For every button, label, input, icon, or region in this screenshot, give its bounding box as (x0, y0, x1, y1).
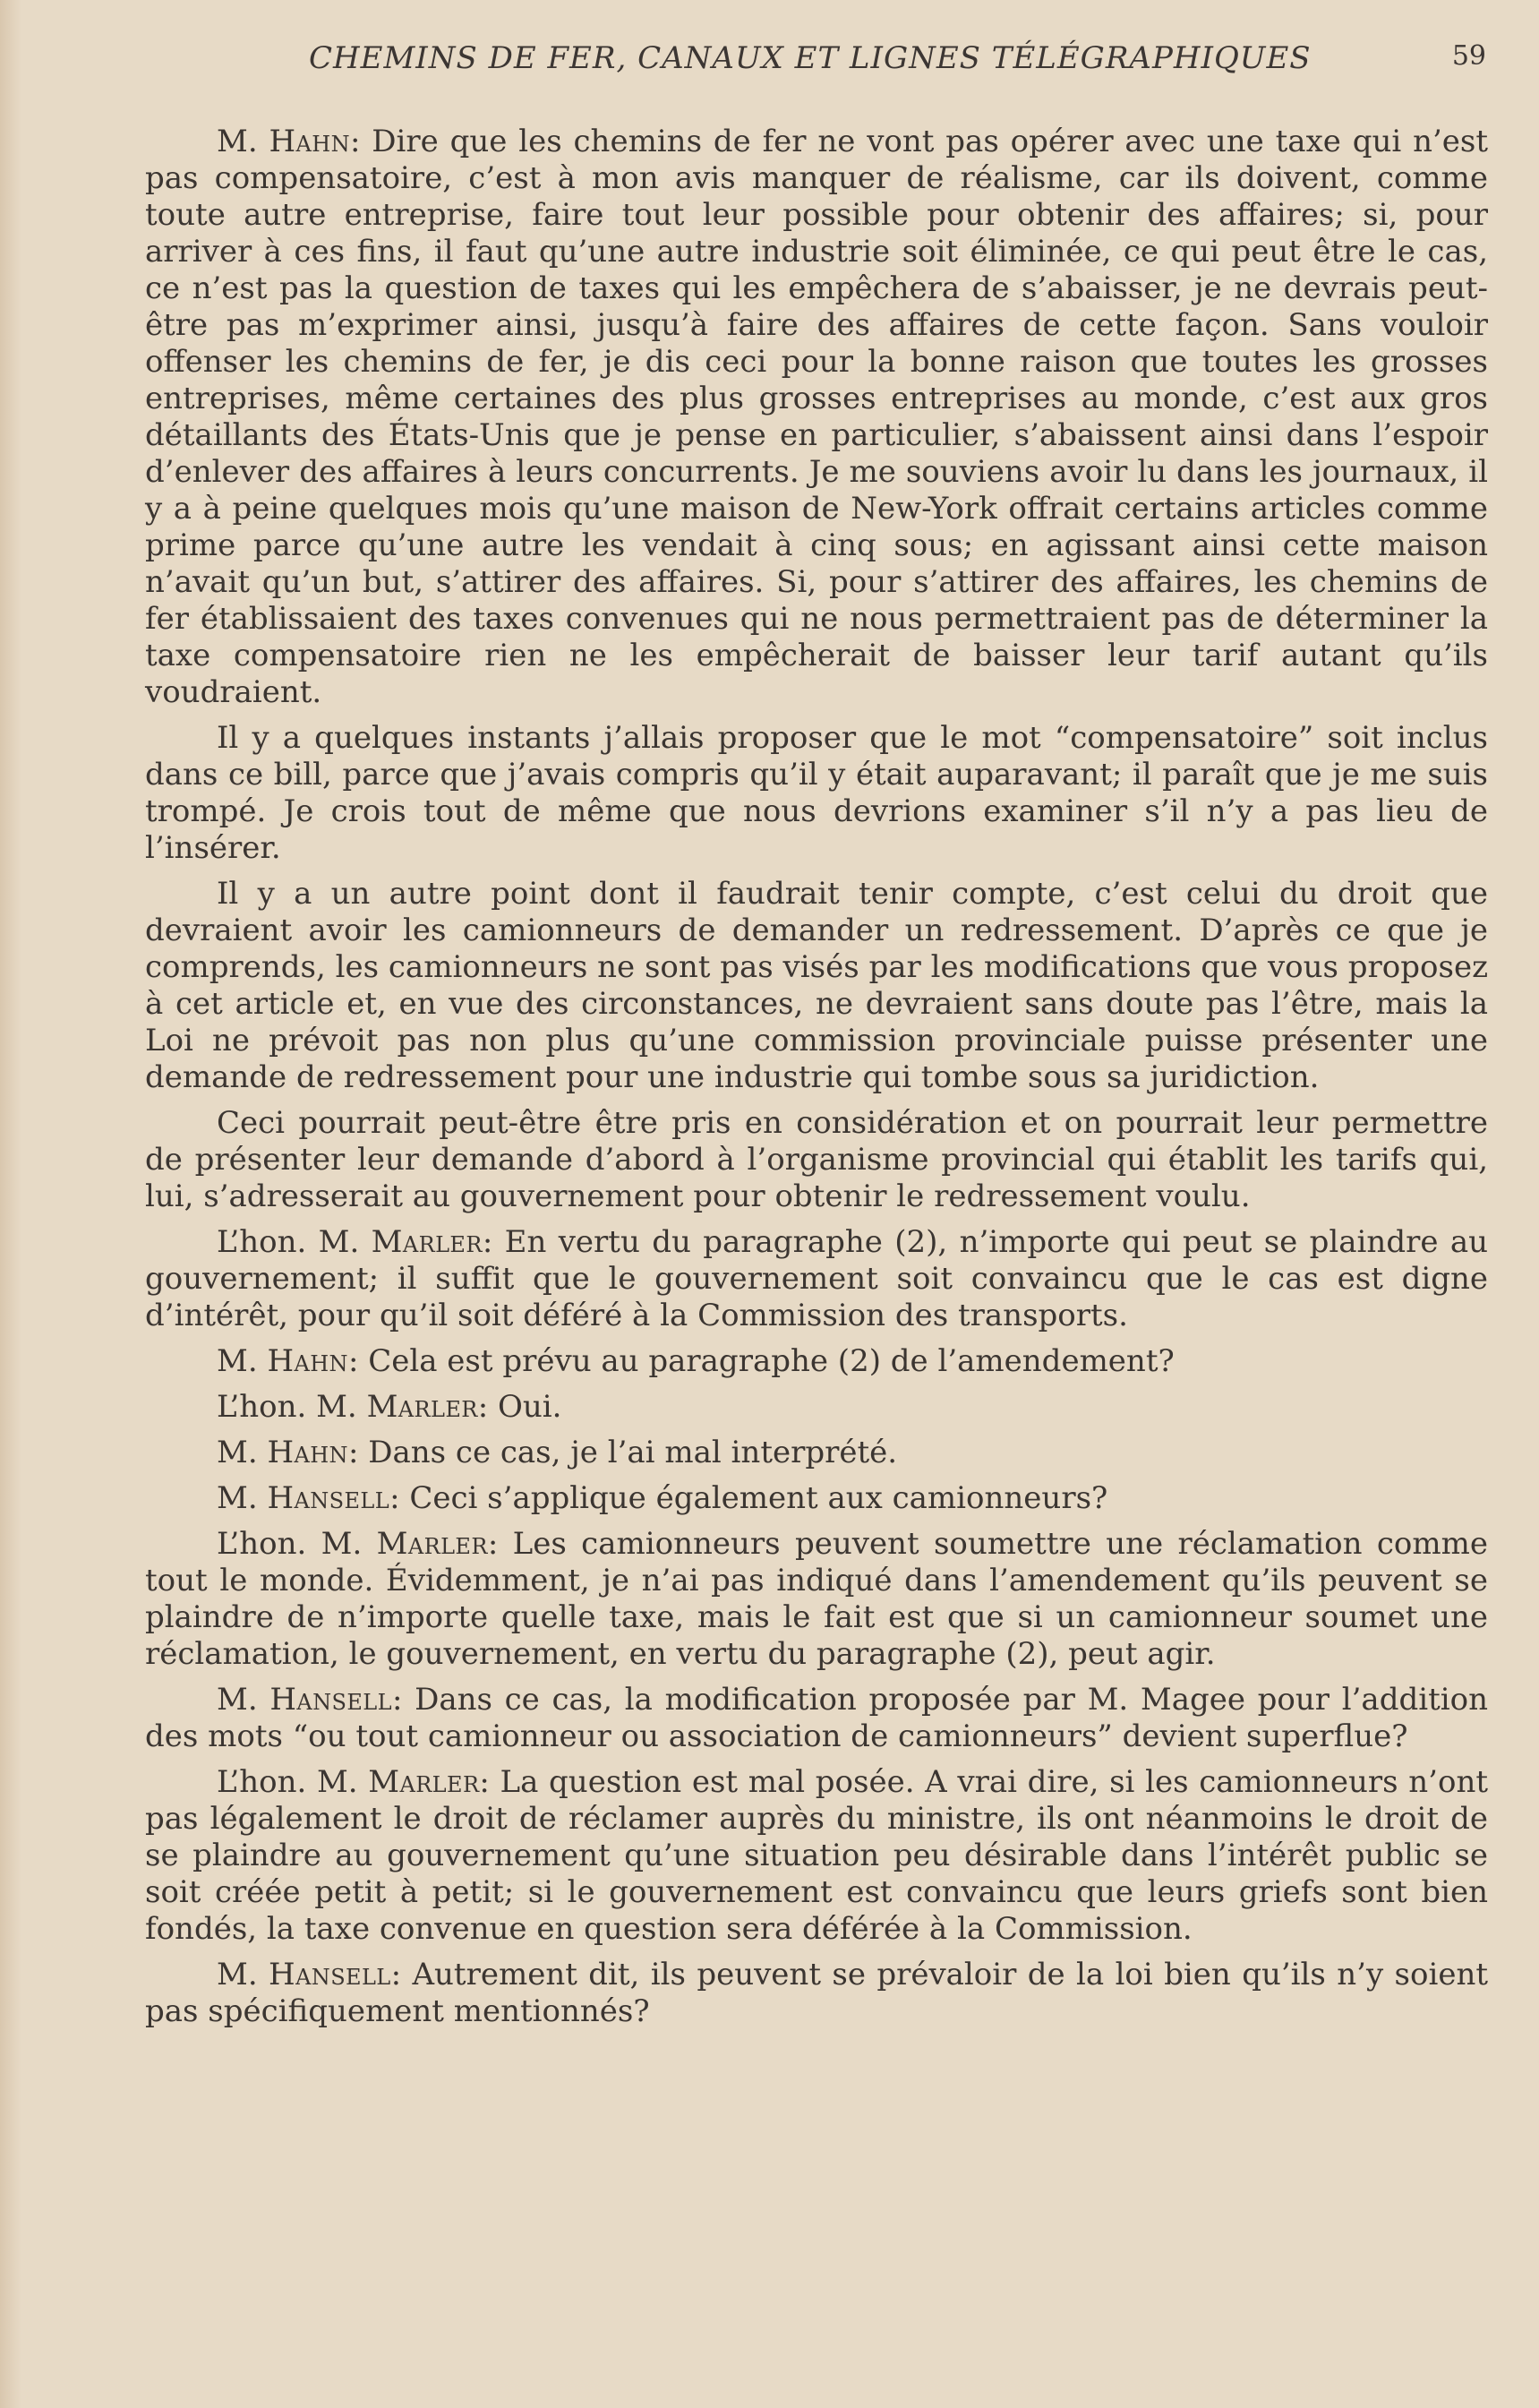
paragraph-text: : En vertu du paragraphe (2), n’importe qui peut se plaindre au gouvernement; il suffit que le gouvernement soit convaincu que le cas est digne d’intérêt, pour qu’il soit déféré à la Commission des transports. (145, 1224, 1488, 1333)
page-header (143, 40, 1486, 76)
paragraph (145, 876, 1488, 1096)
paper-edge (0, 0, 21, 2408)
speaker-prefix: L’hon. M. (217, 1389, 357, 1425)
speaker-prefix: M. (217, 124, 258, 159)
speaker-name: Marler (371, 1224, 483, 1260)
paragraph (145, 720, 1488, 867)
speaker-prefix: M. (217, 1435, 258, 1470)
paragraph (145, 1435, 1488, 1471)
paragraph-text: : Oui. (477, 1389, 562, 1425)
body-text (145, 124, 1488, 2039)
speaker-name: Marler (368, 1764, 480, 1800)
paragraph-text: : Cela est prévu au paragraphe (2) de l’amendement? (347, 1343, 1175, 1379)
speaker-prefix: L’hon. M. (217, 1764, 358, 1800)
speaker-name: Marler (366, 1389, 478, 1425)
speaker-name: Hansell (269, 1957, 391, 1992)
paragraph (145, 124, 1488, 711)
paragraph-text: : Ceci s’applique également aux camionneurs? (389, 1480, 1108, 1516)
paragraph (145, 1682, 1488, 1755)
paragraph (145, 1389, 1488, 1426)
speaker-prefix: M. (217, 1957, 258, 1992)
speaker-prefix: M. (217, 1682, 258, 1718)
paragraph (145, 1343, 1488, 1380)
running-title: CHEMINS DE FER, CANAUX ET LIGNES TÉLÉGRAPHIQUES (309, 40, 1312, 76)
speaker-name: Marler (376, 1526, 488, 1562)
paragraph (145, 1224, 1488, 1334)
paragraph-text: Ceci pourrait peut-être être pris en considération et on pourrait leur permettre de présenter leur demande d’abord à l’organisme provincial qui établit les tarifs qui, lui, s’adresserait au gouvernement pour obtenir le redressement voulu. (145, 1105, 1488, 1214)
paragraph-text: Il y a un autre point dont il faudrait tenir compte, c’est celui du droit que devraient avoir les camionneurs de demander un redressement. D’après ce que je comprends, les camionneurs ne sont pas visés par les modifications que vous proposez à cet article et, en vue des circonstances, ne devraient sans doute pas l’être, mais la Loi ne prévoit pas non plus qu’une commission provinciale puisse présenter une demande de redressement pour une industrie qui tombe sous sa juridiction. (145, 876, 1488, 1095)
speaker-prefix: L’hon. M. (217, 1224, 360, 1260)
paragraph-text: : Dire que les chemins de fer ne vont pas opérer avec une taxe qui n’est pas compensatoire, c’est à mon avis manquer de réalisme, car ils doivent, comme toute autre entreprise, faire tout leur possible pour obtenir des affaires; si, pour arriver à ces fins, il faut qu’une autre industrie soit éliminée, ce qui peut être le cas, ce n’est pas la question de taxes qui les empêchera de s’abaisser, je ne devrais peut-être pas m’exprimer ainsi, jusqu’à faire des affaires de cette façon. Sans vouloir offenser les chemins de fer, je dis ceci pour la bonne raison que toutes les grosses entreprises, même certaines des plus grosses entreprises au monde, c’est aux gros détaillants des États-Unis que je pense en particulier, s’abaissent ainsi dans l’espoir d’enlever des affaires à leurs concurrents. Je me souviens avoir lu dans les journaux, il y a à peine quelques mois qu’une maison de New-York offrait certains articles comme prime parce qu’une autre les vendait à cinq sous; en agissant ainsi cette maison n’avait qu’un but, s’attirer des affaires. Si, pour s’attirer des affaires, les chemins de fer établissaient des taxes convenues qui ne nous permettraient pas de déterminer la taxe compensatoire rien ne les empêcherait de baisser leur tarif autant qu’ils voudraient. (145, 124, 1489, 710)
paragraph (145, 1957, 1488, 2030)
paragraph (145, 1105, 1488, 1215)
speaker-prefix: M. (217, 1343, 258, 1379)
speaker-name: Hahn (267, 1343, 348, 1379)
page-number: 59 (1451, 40, 1486, 72)
speaker-name: Hansell (269, 1682, 392, 1718)
paragraph-text: : Autrement dit, ils peuvent se prévaloir de la loi bien qu’ils n’y soient pas spécifiquement mentionnés? (145, 1957, 1488, 2029)
speaker-name: Hahn (269, 124, 350, 159)
speaker-name: Hansell (267, 1480, 390, 1516)
paragraph-text: : Dans ce cas, la modification proposée par M. Magee pour l’addition des mots “ou tout camionneur ou association de camionneurs” devient superflue? (145, 1682, 1488, 1754)
speaker-prefix: L’hon. M. (217, 1526, 363, 1562)
paragraph (145, 1526, 1488, 1673)
speaker-name: Hahn (267, 1435, 348, 1470)
paragraph (145, 1764, 1488, 1948)
paragraph-text: : Les camionneurs peuvent soumettre une réclamation comme tout le monde. Évidemment, je n’ai pas indiqué dans l’amendement qu’ils peuvent se plaindre de n’importe quelle taxe, mais le fait est que si un camionneur soumet une réclamation, le gouvernement, en vertu du paragraphe (2), peut agir. (145, 1526, 1488, 1672)
paragraph-text: Il y a quelques instants j’allais proposer que le mot “compensatoire” soit inclus dans ce bill, parce que j’avais compris qu’il y était auparavant; il paraît que je me suis trompé. Je crois tout de même que nous devrions examiner s’il n’y a pas lieu de l’insérer. (145, 720, 1488, 866)
paragraph-text: : Dans ce cas, je l’ai mal interprété. (347, 1435, 898, 1470)
paragraph (145, 1480, 1488, 1517)
paragraph-text: : La question est mal posée. A vrai dire, si les camionneurs n’ont pas légalement le droit de réclamer auprès du ministre, ils ont néanmoins le droit de se plaindre au gouvernement qu’une situation peu désirable dans l’intérêt public se soit créée petit à petit; si le gouvernement est convaincu que leurs griefs sont bien fondés, la taxe convenue en question sera déférée à la Commission. (145, 1764, 1488, 1947)
speaker-prefix: M. (217, 1480, 258, 1516)
